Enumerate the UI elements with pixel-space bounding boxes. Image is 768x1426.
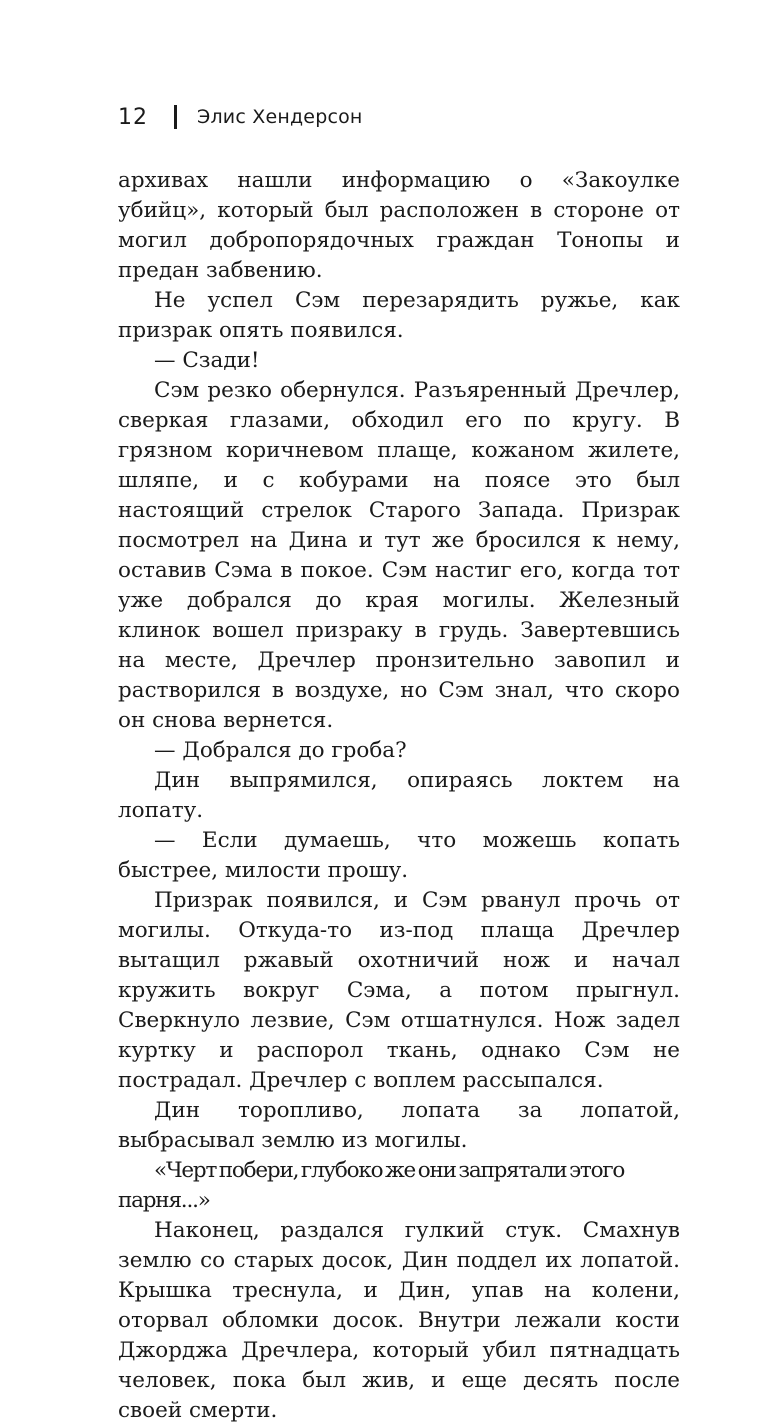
paragraph: архивах нашли информацию о «Закоулке убийц», который был расположен в стороне от могил добропорядочных граждан Тонопы и предан забвению. [118,168,680,283]
page-number: 12 [118,104,148,130]
paragraph: — Сзади! [154,348,260,373]
author-name: Элис Хендерсон [197,106,363,128]
header-divider [174,105,177,129]
running-head [118,100,363,134]
paragraph: Дин выпрямился, опираясь локтем на лопату. [118,768,680,823]
paragraph: Наконец, раздался гулкий стук. Смахнув землю со старых досок, Дин поддел их лопатой. Крышка треснула, и Дин, упав на колени, оторвал обломки досок. Внутри лежали кости Джорджа Дречлера, который убил пятнадцать человек, пока был жив, и еще десять после своей смерти. [118,1218,680,1423]
paragraph: Дин торопливо, лопата за лопатой, выбрасывал землю из могилы. [118,1098,680,1153]
body-text [118,166,680,1426]
paragraph: — Добрался до гроба? [154,738,407,763]
paragraph: Призрак появился, и Сэм рванул прочь от могилы. Откуда-то из-под плаща Дречлер вытащил ржавый охотничий нож и начал кружить вокруг Сэма, а потом прыгнул. Сверкнуло лезвие, Сэм отшатнулся. Нож задел куртку и распорол ткань, однако Сэм не пострадал. Дречлер с воплем рассыпался. [118,888,680,1093]
paragraph: «Черт побери, глубоко же они запрятали этого парня...» [118,1158,625,1213]
paragraph: — Если думаешь, что можешь копать быстрее, милости прошу. [118,828,680,883]
paragraph: Сэм резко обернулся. Разъяренный Дречлер, сверкая глазами, обходил его по кругу. В грязном коричневом плаще, кожаном жилете, шляпе, и с кобурами на поясе это был настоящий стрелок Старого Запада. Призрак посмотрел на Дина и тут же бросился к нему, оставив Сэма в покое. Сэм настиг его, когда тот уже добрался до края могилы. Железный клинок вошел призраку в грудь. Завертевшись на месте, Дречлер пронзительно завопил и растворился в воздухе, но Сэм знал, что скоро он снова вернется. [118,378,680,733]
paragraph: Не успел Сэм перезарядить ружье, как призрак опять появился. [118,288,680,343]
